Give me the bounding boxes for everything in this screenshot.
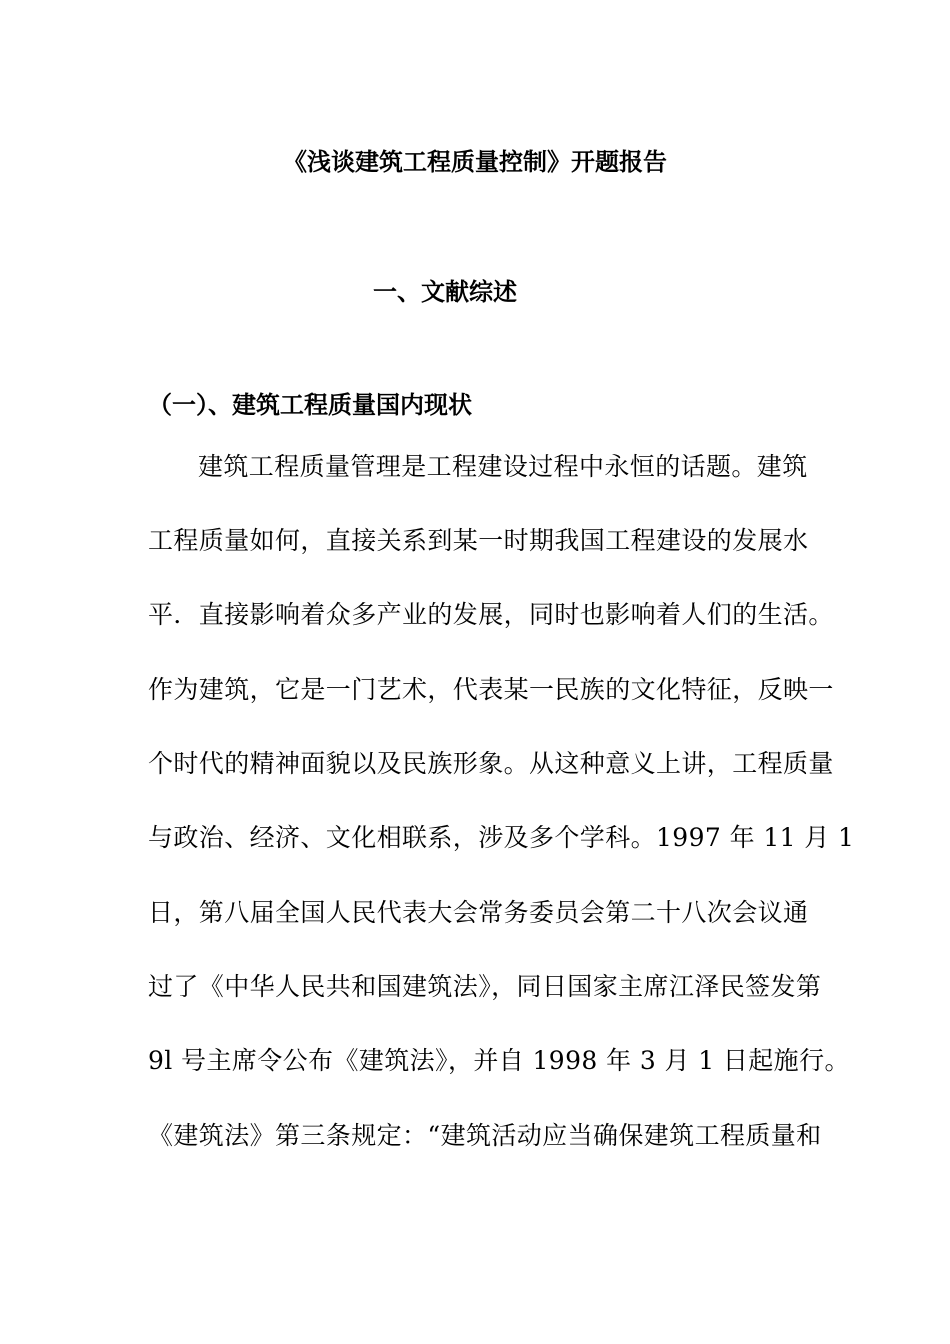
paragraph-line: 作为建筑，它是一门艺术，代表某一民族的文化特征，反映一 [148, 675, 834, 704]
paragraph-line: 个时代的精神面貌以及民族形象。从这种意义上讲，工程质量 [148, 749, 834, 778]
paragraph-line: 过了《中华人民共和国建筑法》，同日国家主席江泽民签发第 [148, 972, 822, 1001]
paragraph-line: 工程质量如何，直接关系到某一时期我国工程建设的发展水 [148, 526, 809, 555]
paragraph-line: 《建筑法》第三条规定：“建筑活动应当确保建筑工程质量和 [148, 1121, 822, 1150]
paragraph-line: 建筑工程质量管理是工程建设过程中永恒的话题。建筑 [198, 452, 808, 481]
paragraph-line: 与政治、经济、文化相联系，涉及多个学科。1997 年 11 月 1 [148, 823, 855, 852]
paragraph-line: 日，第八届全国人民代表大会常务委员会第二十八次会议通 [148, 898, 809, 927]
document-title: 《浅谈建筑工程质量控制》开题报告 [283, 148, 667, 176]
subsection-heading: （一）、建筑工程质量国内现状 [148, 391, 472, 419]
paragraph-line: 9l 号主席令公布《建筑法》，并自 1998 年 3 月 1 日起施行。 [148, 1046, 850, 1075]
section-heading: 一、文献综述 [373, 278, 517, 306]
paragraph-line: 平．直接影响着众多产业的发展，同时也影响着人们的生活。 [148, 600, 834, 629]
